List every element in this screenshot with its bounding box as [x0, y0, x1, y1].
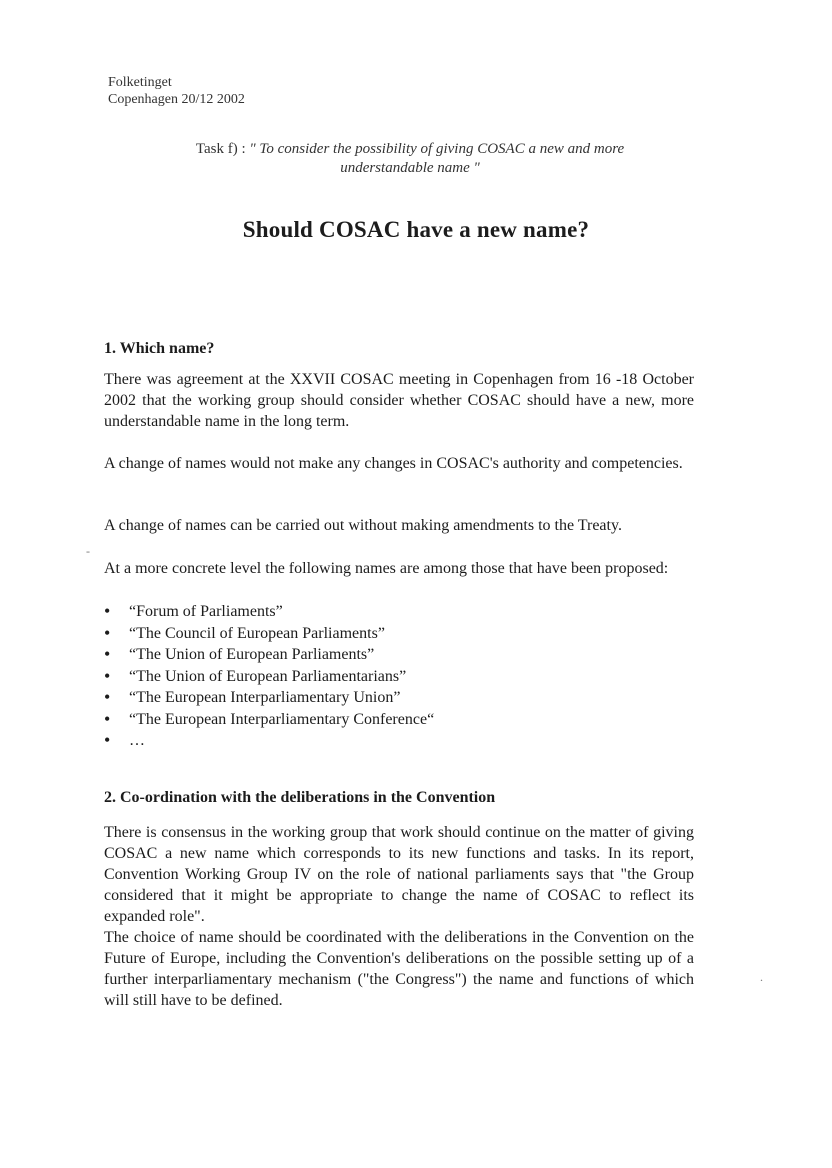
list-item: • “The European Interparliamentary Union” — [104, 687, 434, 709]
section-1-paragraph-2: A change of names would not make any changes in COSAC's authority and competencies. — [104, 455, 683, 472]
task-reference — [150, 140, 670, 178]
list-item: • “The Union of European Parliamentarians” — [104, 666, 434, 688]
section-2-heading: 2. Co-ordination with the deliberations in the Convention — [104, 789, 496, 806]
scan-mark: . — [760, 970, 763, 984]
list-item: • … — [104, 730, 434, 752]
proposed-names-list — [104, 601, 434, 752]
page-title: Should COSAC have a new name? — [242, 217, 590, 242]
sender-block — [108, 74, 245, 108]
sender-organisation: Folketinget — [108, 75, 172, 90]
section-1-paragraph-4: At a more concrete level the following names are among those that have been proposed: — [104, 560, 669, 577]
section-1-heading: 1. Which name? — [104, 340, 215, 357]
list-item: • “Forum of Parliaments” — [104, 601, 434, 623]
list-item: • “The Council of European Parliaments” — [104, 623, 434, 645]
list-item: • “The European Interparliamentary Conference“ — [104, 709, 434, 731]
task-text: " To consider the possibility of giving COSAC a new and more understandable name " — [249, 141, 625, 176]
sender-place-date: Copenhagen 20/12 2002 — [108, 92, 245, 107]
section-2-paragraph-2: The choice of name should be coordinated with the deliberations in the Convention on the Future of Europe, including the Convention's deliberations on the possible setting up of a further interparliamentary mechanism ("the Congress") the name and functions of which will still have to be defined. — [104, 929, 694, 1009]
section-1-paragraph-1: There was agreement at the XXVII COSAC meeting in Copenhagen from 16 -18 October 2002 that the working group should consider whether COSAC should have a new, more understandable name in the long term. — [104, 371, 694, 430]
list-item: • “The Union of European Parliaments” — [104, 644, 434, 666]
scan-mark: - — [86, 544, 90, 558]
task-label: Task f) : — [195, 141, 246, 157]
section-2-paragraph-1: There is consensus in the working group that work should continue on the matter of giving COSAC a new name which corresponds to its new functions and tasks. In its report, Convention Working Group IV on the role of national parliaments says that "the Group considered that it might be appropriate to change the name of COSAC to reflect its expanded role". — [104, 824, 694, 925]
section-1-paragraph-3: A change of names can be carried out without making amendments to the Treaty. — [104, 517, 622, 534]
